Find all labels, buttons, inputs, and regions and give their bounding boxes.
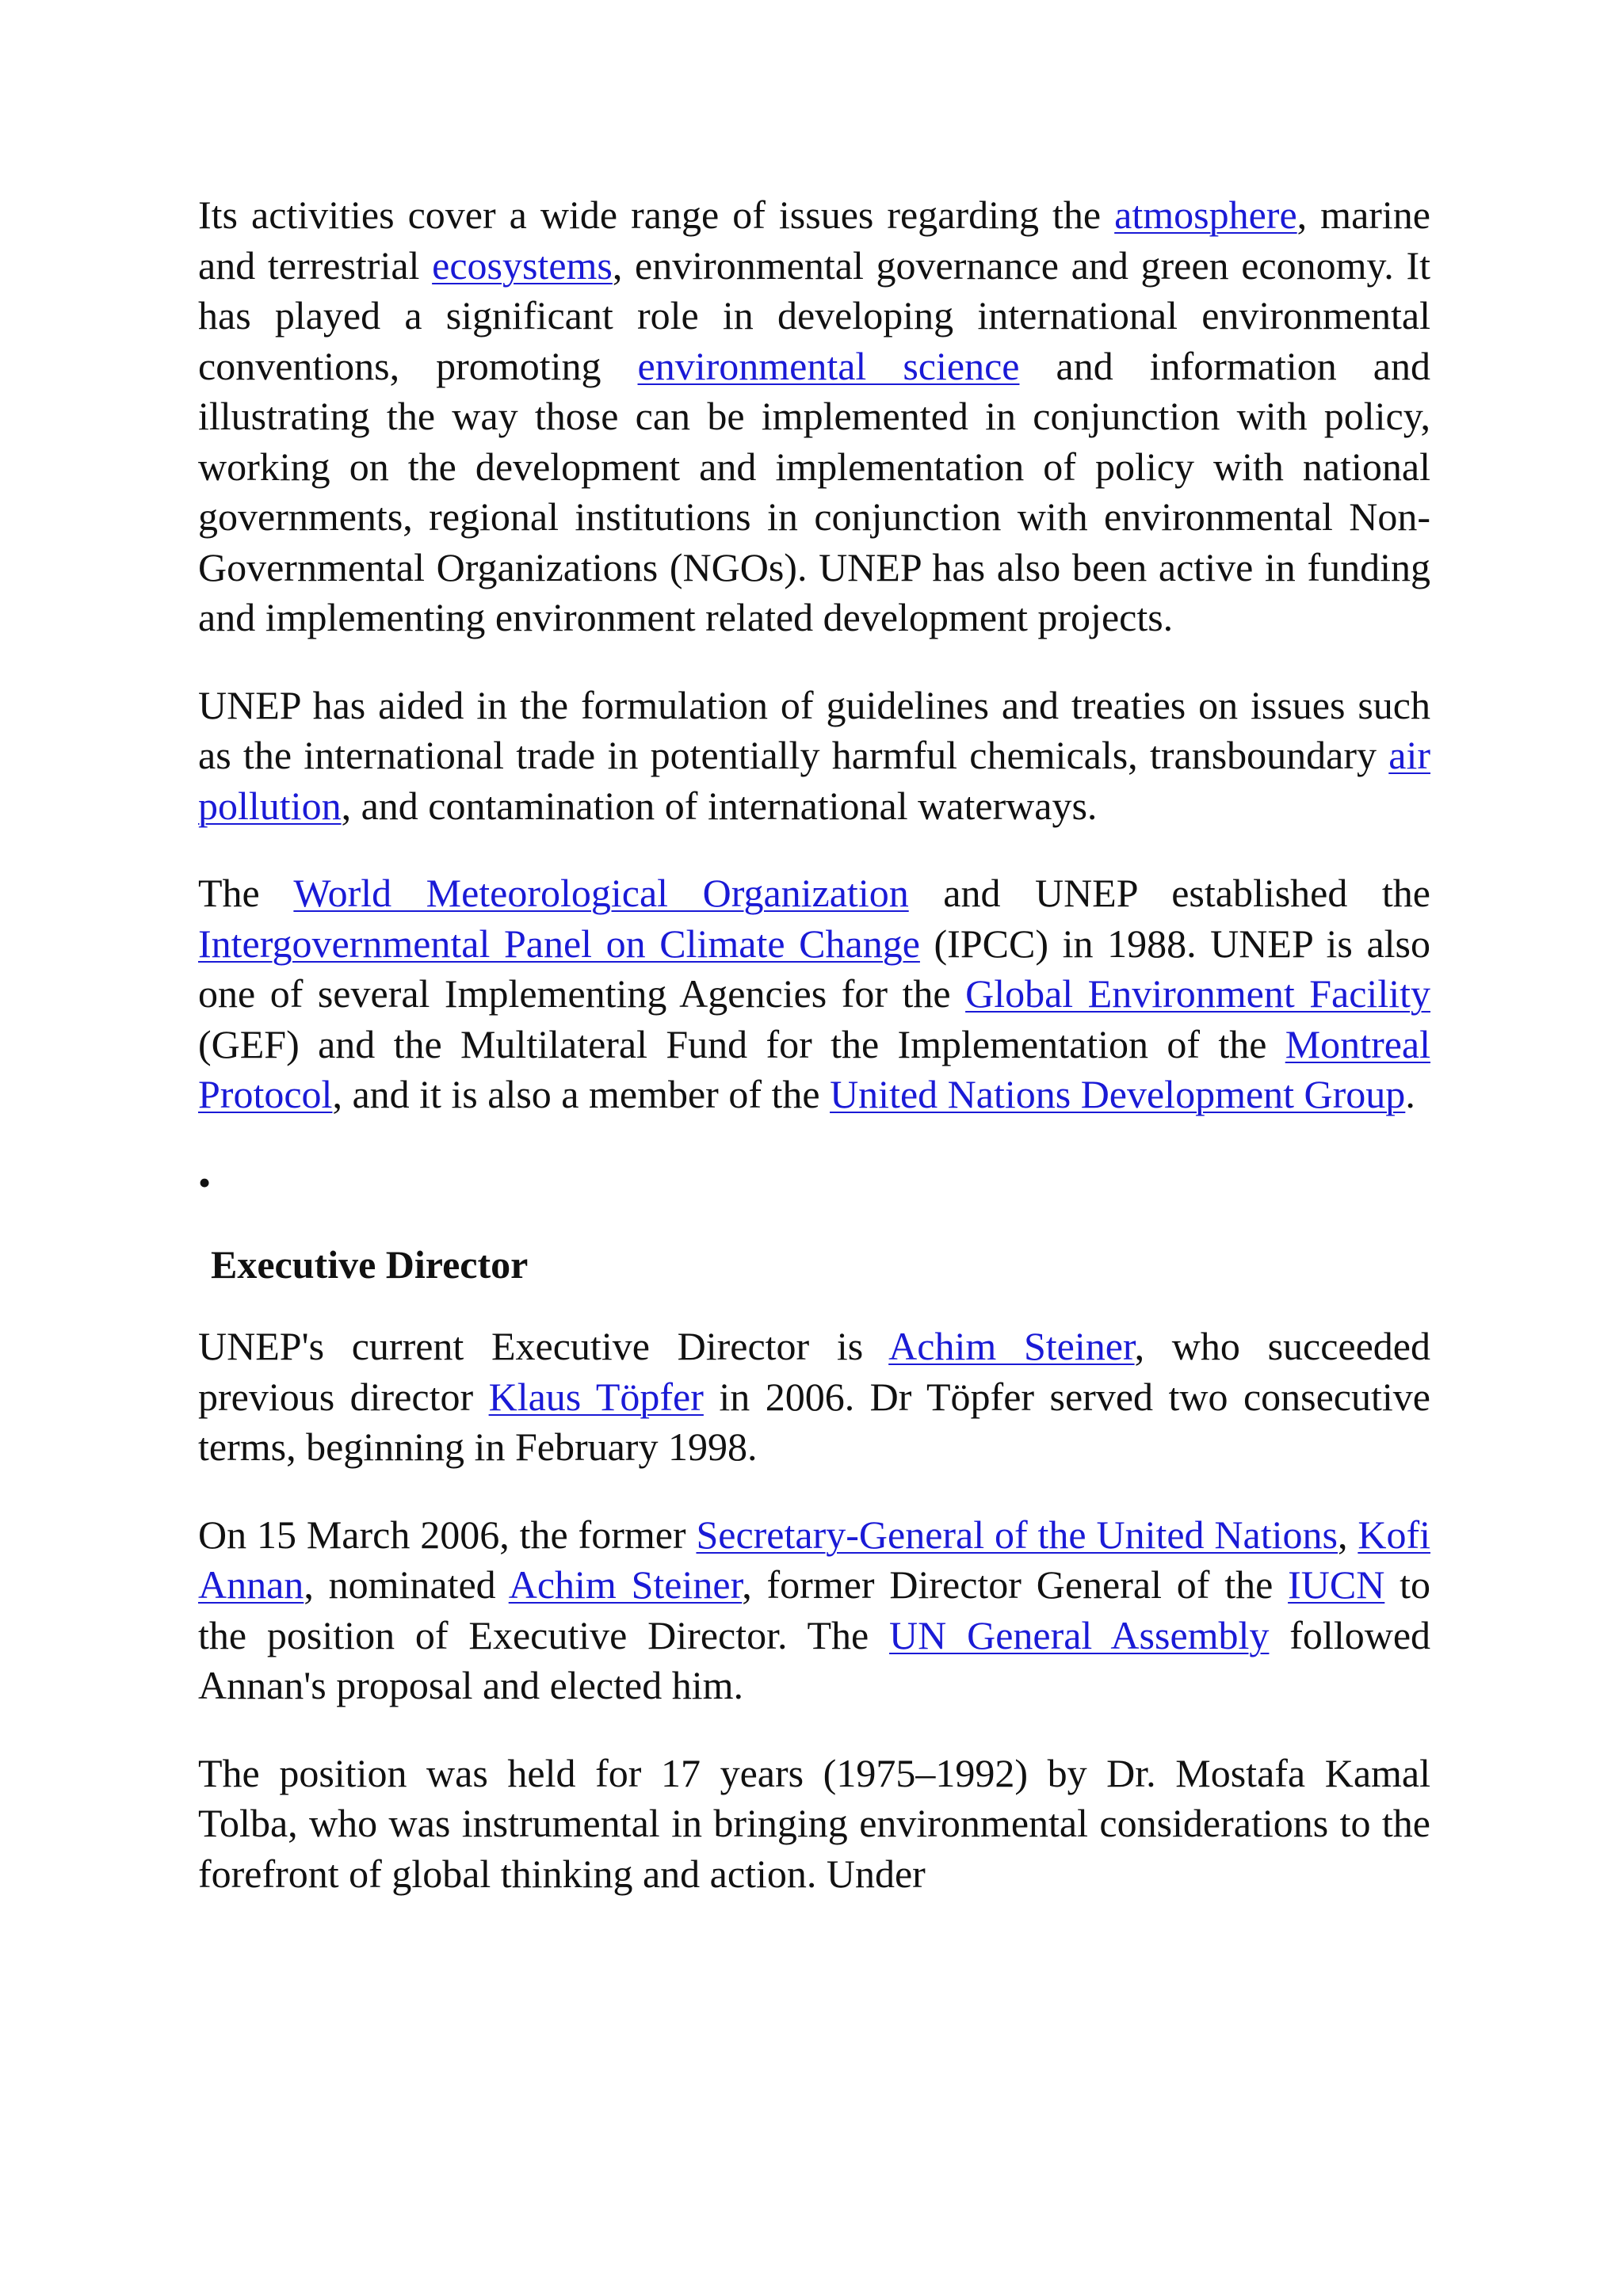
paragraph-text: , who succeeded previous director	[198, 1324, 1430, 1419]
link-air-pollution[interactable]: air pollution	[198, 733, 1430, 828]
bullet-list	[198, 1158, 1430, 1208]
link-atmosphere[interactable]: atmosphere	[1114, 193, 1297, 237]
paragraph-text: , marine and terrestrial	[198, 193, 1431, 288]
paragraph-text: The position was held for 17 years (1975–1992) by Dr. Mostafa Kamal Tolba, who was instrumental in bringing environmental considerations to the forefront of global thinking and action. Under	[198, 1750, 1430, 1896]
paragraph-text: The	[198, 871, 294, 915]
link-kofi-annan[interactable]: Kofi Annan	[198, 1512, 1430, 1607]
paragraph-text: to the position of Executive Director. The	[198, 1562, 1430, 1657]
paragraph-text: , and it is also a member of the	[332, 1072, 831, 1116]
paragraph-text: , and contamination of international waterways.	[341, 783, 1098, 828]
link-un-general-assembly[interactable]: UN General Assembly	[889, 1612, 1270, 1657]
paragraph-text: .	[1405, 1072, 1415, 1116]
paragraph-text: (IPCC) in 1988. UNEP is also one of several Implementing Agencies for the	[198, 921, 1430, 1016]
link-ecosystems[interactable]: ecosystems	[432, 242, 613, 288]
paragraph-text: UNEP's current Executive Director is	[198, 1324, 889, 1368]
list-item	[198, 1158, 1430, 1208]
paragraph-text: ,	[1337, 1512, 1358, 1557]
paragraph-text: , environmental governance and green economy. It has played a significant role in developing international environmental conventions, promoting	[198, 242, 1430, 388]
link-world-meteorological-organization[interactable]: World Meteorological Organization	[293, 871, 909, 915]
link-achim-steiner[interactable]: Achim Steiner	[888, 1324, 1135, 1368]
link-ipcc[interactable]: Intergovernmental Panel on Climate Change	[198, 921, 920, 966]
paragraph-text: followed Annan's proposal and elected him.	[198, 1612, 1431, 1707]
paragraph-activities	[198, 190, 1430, 643]
paragraph-text: UNEP has aided in the formulation of guidelines and treaties on issues such as the international trade in potentially harmful chemicals, transboundary	[198, 682, 1430, 777]
paragraph-text: (GEF) and the Multilateral Fund for the Implementation of the	[198, 1021, 1285, 1066]
link-iucn[interactable]: IUCN	[1288, 1562, 1385, 1607]
paragraph-text: in 2006. Dr Töpfer served two consecutive terms, beginning in February 1998.	[198, 1374, 1430, 1469]
paragraph-current-director	[198, 1322, 1430, 1473]
section-heading-executive-director: Executive Director	[211, 1241, 529, 1287]
link-klaus-topfer[interactable]: Klaus Töpfer	[488, 1374, 704, 1419]
paragraph-text: , nominated	[304, 1562, 509, 1607]
link-environmental-science[interactable]: environmental science	[637, 343, 1020, 388]
document-body	[198, 190, 1430, 1936]
paragraph-nomination	[198, 1510, 1430, 1711]
paragraph-tolba	[198, 1749, 1430, 1900]
paragraph-text: On 15 March 2006, the former	[198, 1512, 697, 1557]
paragraph-text: and UNEP established the	[908, 871, 1430, 915]
link-secretary-general[interactable]: Secretary-General of the United Nations	[696, 1512, 1338, 1557]
link-global-environment-facility[interactable]: Global Environment Facility	[965, 971, 1430, 1016]
paragraph-text: Its activities cover a wide range of issues regarding the	[198, 193, 1115, 237]
link-achim-steiner-2[interactable]: Achim Steiner	[508, 1562, 743, 1607]
paragraph-guidelines	[198, 681, 1430, 832]
bullet-icon: •	[198, 1161, 212, 1203]
paragraph-text: and information and illustrating the way those can be implemented in conjunction with policy, working on the development and implementation of policy with national governments, regional institutions in conjunction with environmental Non-Governmental Organizations (NGOs). UNEP has also been active in funding and implementing environment related development projects.	[198, 343, 1430, 639]
link-montreal-protocol[interactable]: Montreal Protocol	[198, 1021, 1430, 1116]
paragraph-text: , former Director General of the	[742, 1562, 1289, 1607]
paragraph-ipcc	[198, 868, 1430, 1120]
link-undg[interactable]: United Nations Development Group	[830, 1072, 1406, 1116]
